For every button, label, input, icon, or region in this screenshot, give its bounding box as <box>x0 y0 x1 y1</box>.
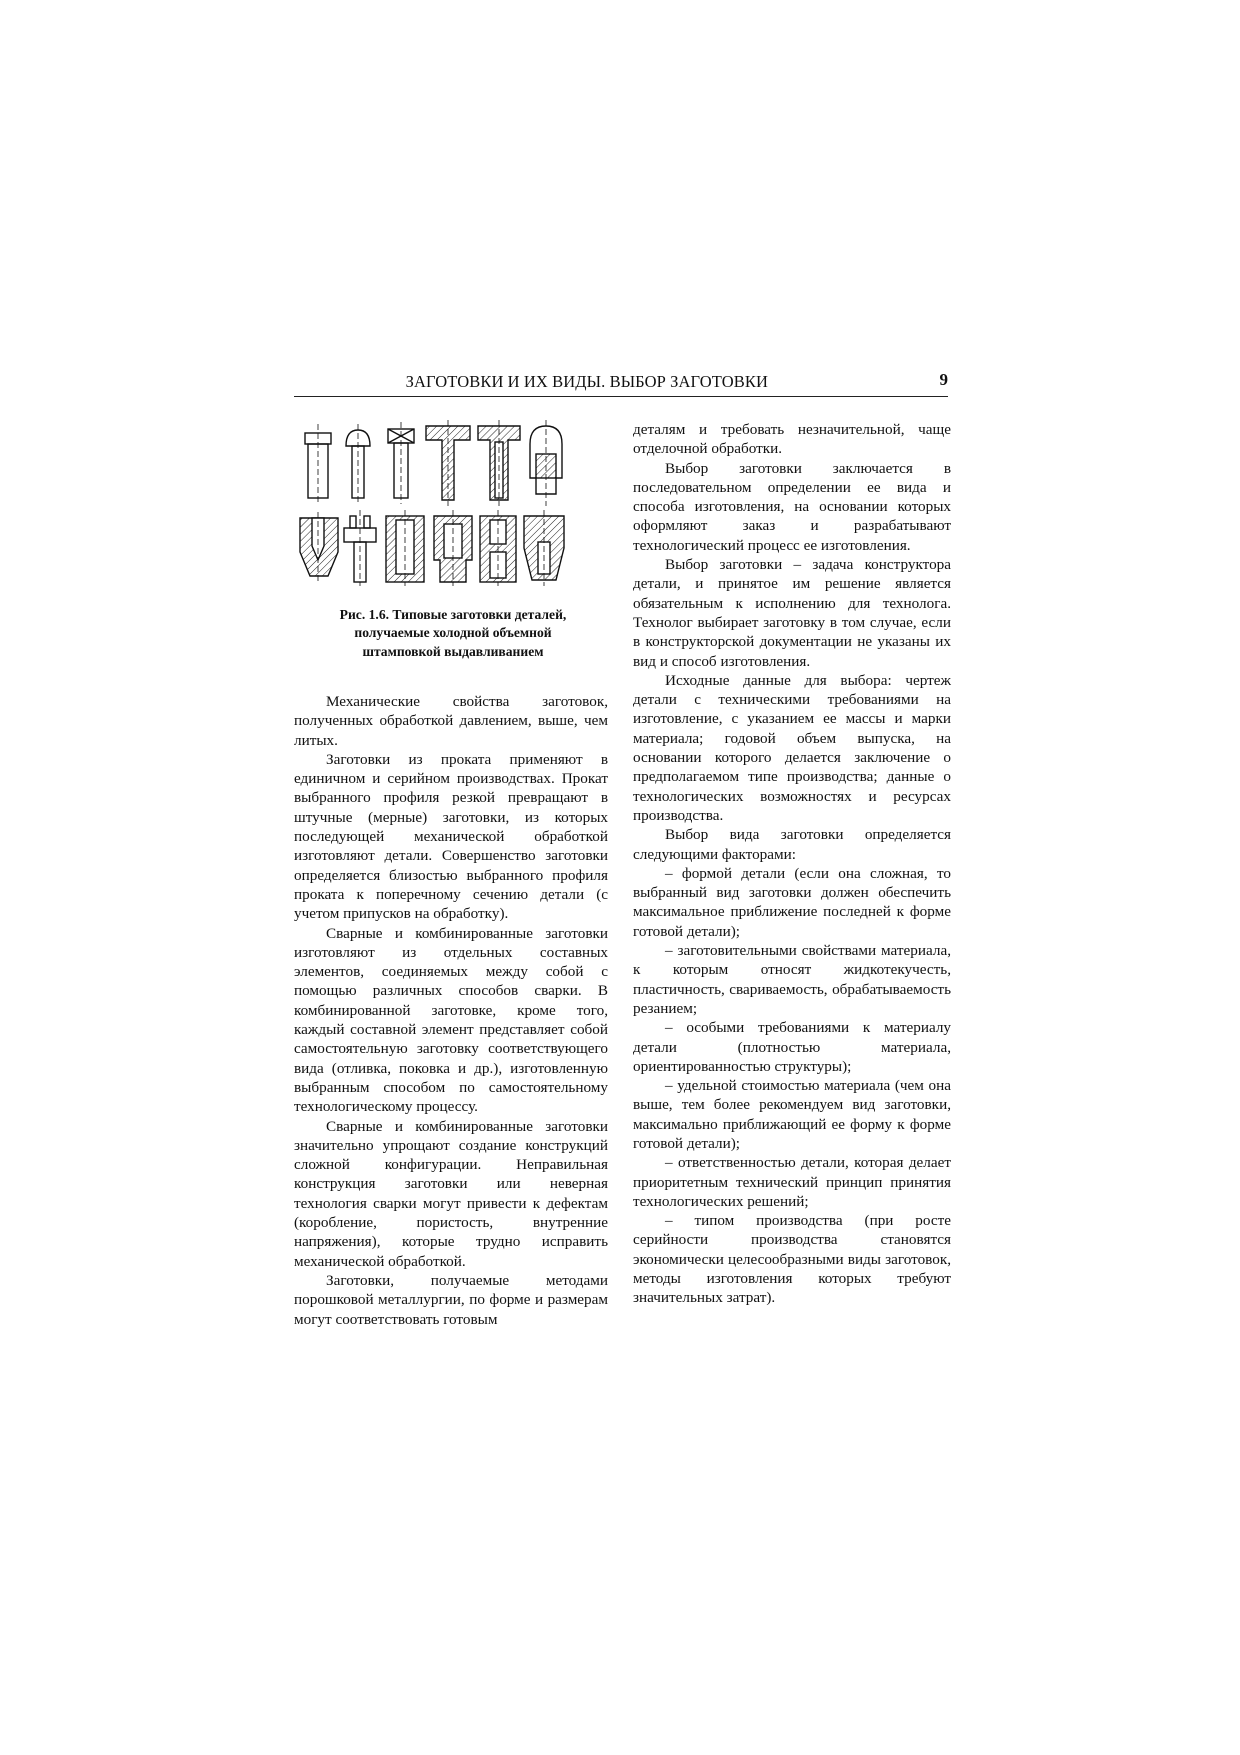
blank-tapered-stem-hatched <box>524 510 564 586</box>
paragraph: Заготовки из проката применяют в единичном и серийном производствах. Прокат выбранного профиля резкой превращают в штучные (мерные) заготовки, из которых последующей механической обработкой изготовляют детали. Совершенство заготовки определяется близостью выбранного профиля проката к поперечному сечению детали (с учетом припусков на обработку). <box>294 750 608 923</box>
blank-stepped-shaft <box>344 510 376 586</box>
list-item: – ответственностью детали, которая делает приоритетным технический принцип принятия технологических решений; <box>633 1154 951 1210</box>
blank-cross-head-pin <box>388 422 414 504</box>
paragraph: Выбор заготовки заключается в последовательном определении ее вида и способа изготовления, на основании которых оформляют заказ и разрабатывают технологический процесс ее изготовления. <box>633 459 951 554</box>
blank-tapered-cup <box>300 512 338 582</box>
list-item: – типом производства (при росте серийности производства становятся экономически целесообразными виды заготовок, методы изготовления которых требуют значительных затрат). <box>633 1212 951 1307</box>
right-column <box>633 420 951 1308</box>
running-title: ЗАГОТОВКИ И ИХ ВИДЫ. ВЫБОР ЗАГОТОВКИ <box>405 372 768 391</box>
blank-cup-hatched <box>386 510 424 586</box>
figure-caption <box>296 606 610 661</box>
paragraph: Выбор вида заготовки определяется следующими факторами: <box>633 826 951 863</box>
paragraph: Исходные данные для выбора: чертеж детали с техническими требованиями на изготовление, с указанием ее массы и марки материала; годовой объем выпуска, на основании которого делается заключение о предполагаемом типе производства; данные о технологических возможностях и ресурсах производства. <box>633 671 951 824</box>
blank-t-tube-hatched <box>478 420 520 506</box>
paragraph-continuation: деталям и требовать незначительной, чаще отделочной обработки. <box>633 421 951 458</box>
blank-cap-rounded <box>530 420 562 506</box>
blank-round-head-bolt <box>346 424 370 504</box>
paragraph: Выбор заготовки – задача конструктора детали, и принятое им решение является обязательным к исполнению для технолога. Технолог выбирает заготовку в том случае, если в конструкторской документации не указаны их вид и способ изготовления. <box>633 556 951 670</box>
blank-stepped-cup-hatched <box>434 510 472 586</box>
caption-line: штамповкой выдавливанием <box>362 643 544 659</box>
left-column <box>294 692 608 1329</box>
running-header <box>294 372 948 397</box>
blank-headed-pin <box>305 424 331 504</box>
paragraph: Сварные и комбинированные заготовки изготовляют из отдельных составных элементов, соединяемых между собой с помощью различных способов сварки. В комбинированной заготовке, кроме того, каждый составной элемент представляет собой самостоятельную заготовку соответствующего вида (отливка, поковка и др.), изготовленную выбранным способом по самостоятельному технологическому процессу. <box>294 924 608 1116</box>
paragraph: Заготовки, получаемые методами порошковой металлургии, по форме и размерам могут соответствовать готовым <box>294 1271 608 1328</box>
caption-line: Рис. 1.6. Типовые заготовки деталей, <box>339 607 567 622</box>
caption-line: получаемые холодной объемной <box>354 625 552 641</box>
paragraph: Механические свойства заготовок, полученных обработкой давлением, выше, чем литых. <box>294 693 608 749</box>
list-item: – формой детали (если она сложная, то выбранный вид заготовки должен обеспечить максимальное приближение последней к форме готовой детали); <box>633 864 951 940</box>
list-item: – особыми требованиями к материалу детали (плотностью материала, ориентированностью структуры); <box>633 1019 951 1075</box>
blank-t-section-hatched <box>426 420 470 506</box>
blank-double-cup-hatched <box>480 510 516 586</box>
paragraph: Сварные и комбинированные заготовки значительно упрощают создание конструкций сложной конфигурации. Неправильная конструкция заготовки или неверная технология сварки могут привести к дефектам (коробление, пористость, внутренние напряжения), которые трудно исправить механической обработкой. <box>294 1117 608 1270</box>
page-number: 9 <box>939 370 948 389</box>
list-item: – удельной стоимостью материала (чем она выше, тем более рекомендуем вид заготовки, максимально приближающий ее форму к форме готовой детали); <box>633 1077 951 1152</box>
list-item: – заготовительными свойствами материала, к которым относят жидкотекучесть, пластичность, свариваемость, обрабатываемость резанием; <box>633 942 951 1017</box>
figure-1-6-blanks-drawing <box>294 420 612 596</box>
